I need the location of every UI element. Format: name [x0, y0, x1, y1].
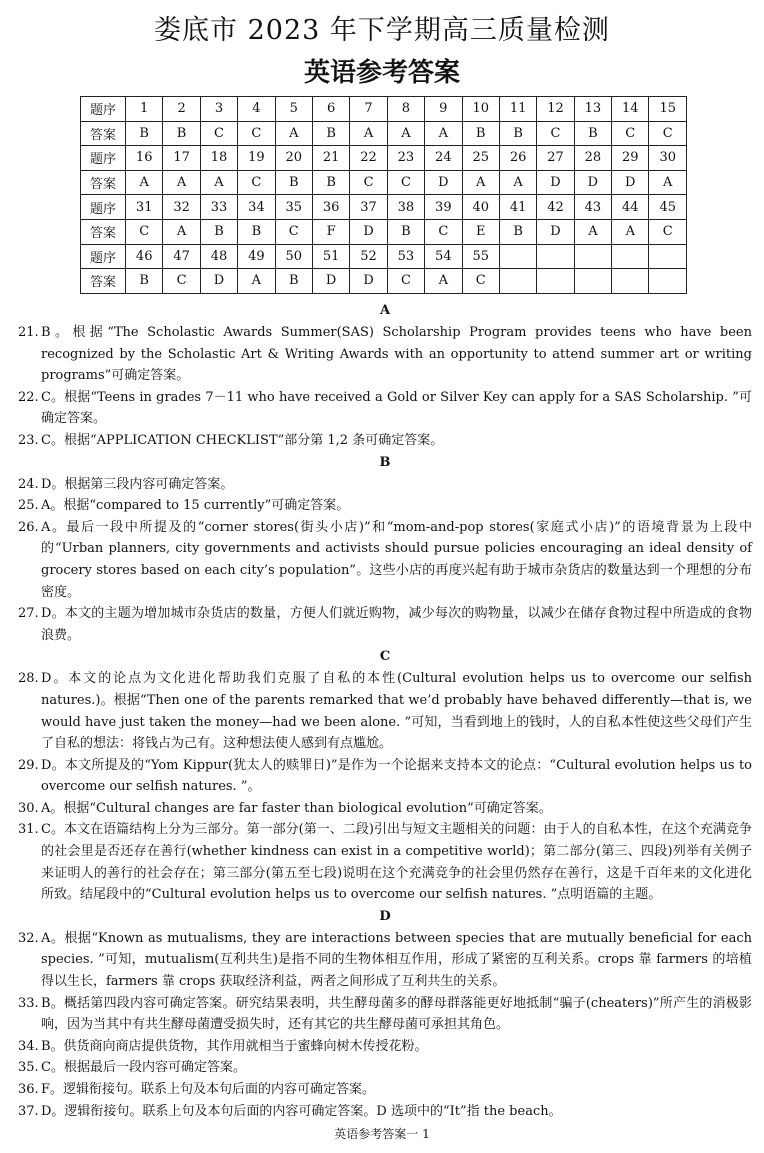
row-label: 题序 [81, 146, 126, 171]
explanation-text: A。最后一段中所提及的“corner stores(街头小店)”和“mom-and-pop stores(家庭式小店)”的语境背景为上段中的“Urban planners, city governments and activists should pursue policies encouraging an ideal density of grocery stores based on each city’s population”。这些小店的再度兴起有助于城市杂货店的数量达到一个理想的分布密度。 [41, 519, 752, 600]
question-number-cell: 40 [462, 195, 499, 220]
question-number-cell: 29 [612, 146, 649, 171]
row-label: 题序 [81, 244, 126, 269]
explanation-item [18, 387, 752, 430]
answer-cell: E [462, 219, 499, 244]
answer-cell: C [649, 219, 687, 244]
explanation-item [18, 1079, 752, 1101]
question-number-cell: 55 [462, 244, 499, 269]
explanation-text: D。本文的论点为文化进化帮助我们克服了自私的本性(Cultural evolution helps us to overcome our selfish natures.)。根据“Then one of the parents remarked that we’d probably have behaved differently—that is, we would have just taken the money—had we been alone. ”可知，当看到地上的钱时，人的自私本性使这些父母们产生了自私的想法：将钱占为己有。这种想法使人感到有点尴尬。 [41, 671, 752, 752]
question-number-cell: 30 [649, 146, 687, 171]
question-number: 35. [18, 1060, 39, 1076]
answer-cell: A [350, 121, 387, 146]
question-number-cell [499, 244, 536, 269]
question-number-cell: 35 [275, 195, 312, 220]
page-footer: 英语参考答案一 1 [334, 1127, 430, 1141]
answer-cell: C [537, 121, 574, 146]
question-number: 34. [18, 1038, 39, 1054]
explanation-item [18, 928, 752, 993]
answer-cell: B [200, 219, 237, 244]
answer-cell: C [238, 121, 275, 146]
question-number-cell: 7 [350, 97, 387, 122]
question-number-cell: 42 [537, 195, 574, 220]
question-number-cell: 27 [537, 146, 574, 171]
question-number-cell: 12 [537, 97, 574, 122]
explanation-item [18, 517, 752, 603]
question-number-cell: 50 [275, 244, 312, 269]
explanation-text: D。本文的主题为增加城市杂货店的数量，方便人们就近购物，减少每次的购物量，以减少在储存食物过程中所造成的食物浪费。 [41, 606, 752, 643]
answer-cell: B [126, 121, 163, 146]
answer-cell: B [275, 269, 312, 294]
answer-cell: C [163, 269, 200, 294]
explanation-item [18, 1057, 752, 1079]
answer-cell: A [612, 219, 649, 244]
section-heading: A [379, 303, 391, 318]
explanation-item [18, 603, 752, 646]
question-number: 28. [18, 671, 39, 687]
answer-cell: C [612, 121, 649, 146]
question-number-cell: 23 [387, 146, 424, 171]
section-heading: D [379, 908, 391, 924]
explanation-text: D。根据第三段内容可确定答案。 [41, 476, 234, 492]
question-number: 23. [18, 432, 39, 448]
question-number-cell: 18 [200, 146, 237, 171]
question-number: 22. [18, 389, 39, 405]
question-number-cell: 45 [649, 195, 687, 220]
question-number-cell: 39 [425, 195, 462, 220]
answer-cell: B [275, 170, 312, 195]
answer-cell: A [574, 219, 611, 244]
question-number-cell: 52 [350, 244, 387, 269]
question-number: 21. [18, 325, 39, 340]
question-number-cell: 54 [425, 244, 462, 269]
answer-cell [612, 269, 649, 294]
question-number-cell: 16 [126, 146, 163, 171]
answer-cell: C [425, 219, 462, 244]
answer-cell: B [163, 121, 200, 146]
explanation-text: B。根据“The Scholastic Awards Summer(SAS) Scholarship Program provides teens who have been recognized by the Scholastic Art & Writing Awards with an opportunity to attend summer art or writing programs”可确定答案。 [41, 325, 752, 384]
explanation-item [18, 819, 752, 905]
question-number: 24. [18, 476, 39, 492]
question-number-cell: 3 [200, 97, 237, 122]
answer-cell: C [462, 269, 499, 294]
answer-cell: A [238, 269, 275, 294]
question-number-cell: 17 [163, 146, 200, 171]
explanation-item [18, 668, 752, 754]
explanation-item [18, 798, 752, 820]
row-label: 答案 [81, 269, 126, 294]
question-number-cell: 25 [462, 146, 499, 171]
explanation-text: F。逻辑衔接句。联系上句及本句后面的内容可确定答案。 [41, 1082, 376, 1097]
question-number-cell: 26 [499, 146, 536, 171]
question-number-cell: 22 [350, 146, 387, 171]
explanation-text: D。本文所提及的“Yom Kippur(犹太人的赎罪日)”是作为一个论据来支持本文的论点：“Cultural evolution helps us to overcome our selfish natures. ”。 [41, 757, 752, 795]
answer-cell: C [238, 170, 275, 195]
answer-cell: A [462, 170, 499, 195]
answer-cell: A [200, 170, 237, 195]
question-number-cell: 41 [499, 195, 536, 220]
question-number: 26. [18, 519, 39, 535]
question-number-cell: 44 [612, 195, 649, 220]
explanation-text: C。根据最后一段内容可确定答案。 [41, 1060, 246, 1076]
question-number-cell: 11 [499, 97, 536, 122]
answer-row [81, 269, 687, 294]
question-number-row [81, 244, 687, 269]
explanation-text: A。根据“compared to 15 currently”可确定答案。 [41, 498, 350, 514]
answer-cell: A [275, 121, 312, 146]
question-number-cell: 36 [312, 195, 349, 220]
explanations [18, 300, 752, 1122]
answer-cell [499, 269, 536, 294]
answer-cell: C [350, 170, 387, 195]
question-number-cell: 51 [312, 244, 349, 269]
answer-cell: C [200, 121, 237, 146]
question-number-cell: 9 [425, 97, 462, 122]
page-subtitle: 英语参考答案 [303, 58, 460, 88]
answer-cell: A [425, 269, 462, 294]
answer-cell: C [275, 219, 312, 244]
answer-cell: B [312, 170, 349, 195]
explanation-item [18, 1101, 752, 1123]
question-number-cell: 49 [238, 244, 275, 269]
section-heading: C [379, 649, 391, 665]
question-number-cell [574, 244, 611, 269]
question-number-cell [537, 244, 574, 269]
answer-cell: A [425, 121, 462, 146]
answer-cell: D [200, 269, 237, 294]
answer-cell: A [163, 170, 200, 195]
question-number-cell: 53 [387, 244, 424, 269]
answer-cell: A [499, 170, 536, 195]
answer-cell: F [312, 219, 349, 244]
explanation-text: A。根据“Known as mutualisms, they are interactions between species that are mutually beneficial for each species. ”可知，mutualism(互利共生)是指不同的生物体相互作用，形成了紧密的互利关系。crops 靠 farmers 的培植得以生长，farmers 靠 crops 获取经济利益，两者之间形成了互利共生的关系。 [41, 930, 752, 990]
answer-row [81, 121, 687, 146]
question-number-cell: 47 [163, 244, 200, 269]
answer-cell: B [387, 219, 424, 244]
row-label: 答案 [81, 121, 126, 146]
question-number: 29. [18, 757, 39, 773]
question-number-cell: 19 [238, 146, 275, 171]
question-number-cell [649, 244, 687, 269]
question-number-cell: 34 [238, 195, 275, 220]
answer-cell: B [499, 121, 536, 146]
answer-cell: B [462, 121, 499, 146]
section-heading: B [379, 454, 391, 470]
row-label: 答案 [81, 219, 126, 244]
explanation-text: D。逻辑衔接句。联系上句及本句后面的内容可确定答案。D 选项中的“It”指 the beach。 [41, 1103, 562, 1119]
answer-cell: D [425, 170, 462, 195]
question-number-cell: 46 [126, 244, 163, 269]
question-number-row [81, 146, 687, 171]
page-title: 娄底市 2023 年下学期高三质量检测 [154, 15, 610, 46]
answer-cell: D [537, 170, 574, 195]
question-number: 37. [18, 1103, 39, 1119]
question-number-cell [612, 244, 649, 269]
question-number-cell: 43 [574, 195, 611, 220]
answer-cell: C [387, 269, 424, 294]
explanation-text: B。概括第四段内容可确定答案。研究结果表明，共生酵母菌多的酵母群落能更好地抵制“骗子(cheaters)”所产生的消极影响，因为当其中有共生酵母菌遭受损失时，还有其它的共生酵母菌可承担其角色。 [41, 995, 752, 1033]
answer-cell: D [612, 170, 649, 195]
answer-cell [574, 269, 611, 294]
answer-cell: B [126, 269, 163, 294]
question-number-cell: 28 [574, 146, 611, 171]
question-number-cell: 31 [126, 195, 163, 220]
question-number: 30. [18, 800, 39, 816]
question-number-cell: 32 [163, 195, 200, 220]
answer-cell: B [312, 121, 349, 146]
question-number: 27. [18, 606, 39, 622]
answer-cell: D [350, 269, 387, 294]
answer-cell [649, 269, 687, 294]
answer-cell: B [574, 121, 611, 146]
question-number-row [81, 195, 687, 220]
question-number-cell: 37 [350, 195, 387, 220]
explanation-item [18, 993, 752, 1036]
answer-cell: D [574, 170, 611, 195]
answer-cell: B [499, 219, 536, 244]
explanation-text: A。根据“Cultural changes are far faster than biological evolution”可确定答案。 [41, 800, 552, 816]
row-label: 答案 [81, 170, 126, 195]
question-number-cell: 48 [200, 244, 237, 269]
answer-cell: C [387, 170, 424, 195]
question-number: 36. [18, 1082, 39, 1097]
answer-key-table [80, 96, 687, 294]
question-number-cell: 21 [312, 146, 349, 171]
question-number: 31. [18, 822, 39, 838]
answer-cell: C [126, 219, 163, 244]
question-number-cell: 4 [238, 97, 275, 122]
answer-row [81, 219, 687, 244]
question-number-cell: 13 [574, 97, 611, 122]
question-number: 32. [18, 930, 39, 946]
question-number: 33. [18, 995, 39, 1011]
question-number-row [81, 97, 687, 122]
answer-cell: C [649, 121, 687, 146]
question-number-cell: 24 [425, 146, 462, 171]
row-label: 题序 [81, 195, 126, 220]
answer-cell [537, 269, 574, 294]
explanation-item [18, 755, 752, 798]
answer-cell: D [537, 219, 574, 244]
answer-cell: D [312, 269, 349, 294]
explanation-item [18, 430, 752, 452]
question-number-cell: 10 [462, 97, 499, 122]
answer-cell: A [649, 170, 687, 195]
explanation-item [18, 322, 752, 387]
explanation-text: C。根据“Teens in grades 7－11 who have received a Gold or Silver Key can apply for a SAS Scholarship. ”可确定答案。 [41, 389, 752, 427]
answer-cell: B [238, 219, 275, 244]
explanation-item [18, 474, 752, 496]
explanation-text: C。本文在语篇结构上分为三部分。第一部分(第一、二段)引出与短文主题相关的问题：由于人的自私本性，在这个充满竞争的社会里是否还存在善行(whether kindness can exist in a competitive world)；第二部分(第三、四段)列举有关例子来证明人的善行的社会存在；第三部分(第五至七段)说明在这个充满竞争的社会里仍然存在善行，这是千百年来的文化进化所致。结尾段中的“Cultural evolution helps us to overcome our selfish natures. ”点明语篇的主题。 [41, 822, 752, 903]
question-number-cell: 38 [387, 195, 424, 220]
answer-cell: A [126, 170, 163, 195]
question-number-cell: 6 [312, 97, 349, 122]
question-number-cell: 2 [163, 97, 200, 122]
question-number-cell: 5 [275, 97, 312, 122]
question-number-cell: 33 [200, 195, 237, 220]
question-number-cell: 15 [649, 97, 687, 122]
question-number-cell: 14 [612, 97, 649, 122]
answer-row [81, 170, 687, 195]
row-label: 题序 [81, 97, 126, 122]
explanation-item [18, 1036, 752, 1058]
question-number-cell: 1 [126, 97, 163, 122]
answer-cell: A [387, 121, 424, 146]
question-number-cell: 8 [387, 97, 424, 122]
answer-cell: D [350, 219, 387, 244]
explanation-text: B。供货商向商店提供货物，其作用就相当于蜜蜂向树木传授花粉。 [41, 1038, 428, 1054]
answer-cell: A [163, 219, 200, 244]
question-number-cell: 20 [275, 146, 312, 171]
explanation-item [18, 495, 752, 517]
explanation-text: C。根据“APPLICATION CHECKLIST”部分第 1,2 条可确定答案。 [41, 432, 444, 448]
question-number: 25. [18, 498, 39, 514]
